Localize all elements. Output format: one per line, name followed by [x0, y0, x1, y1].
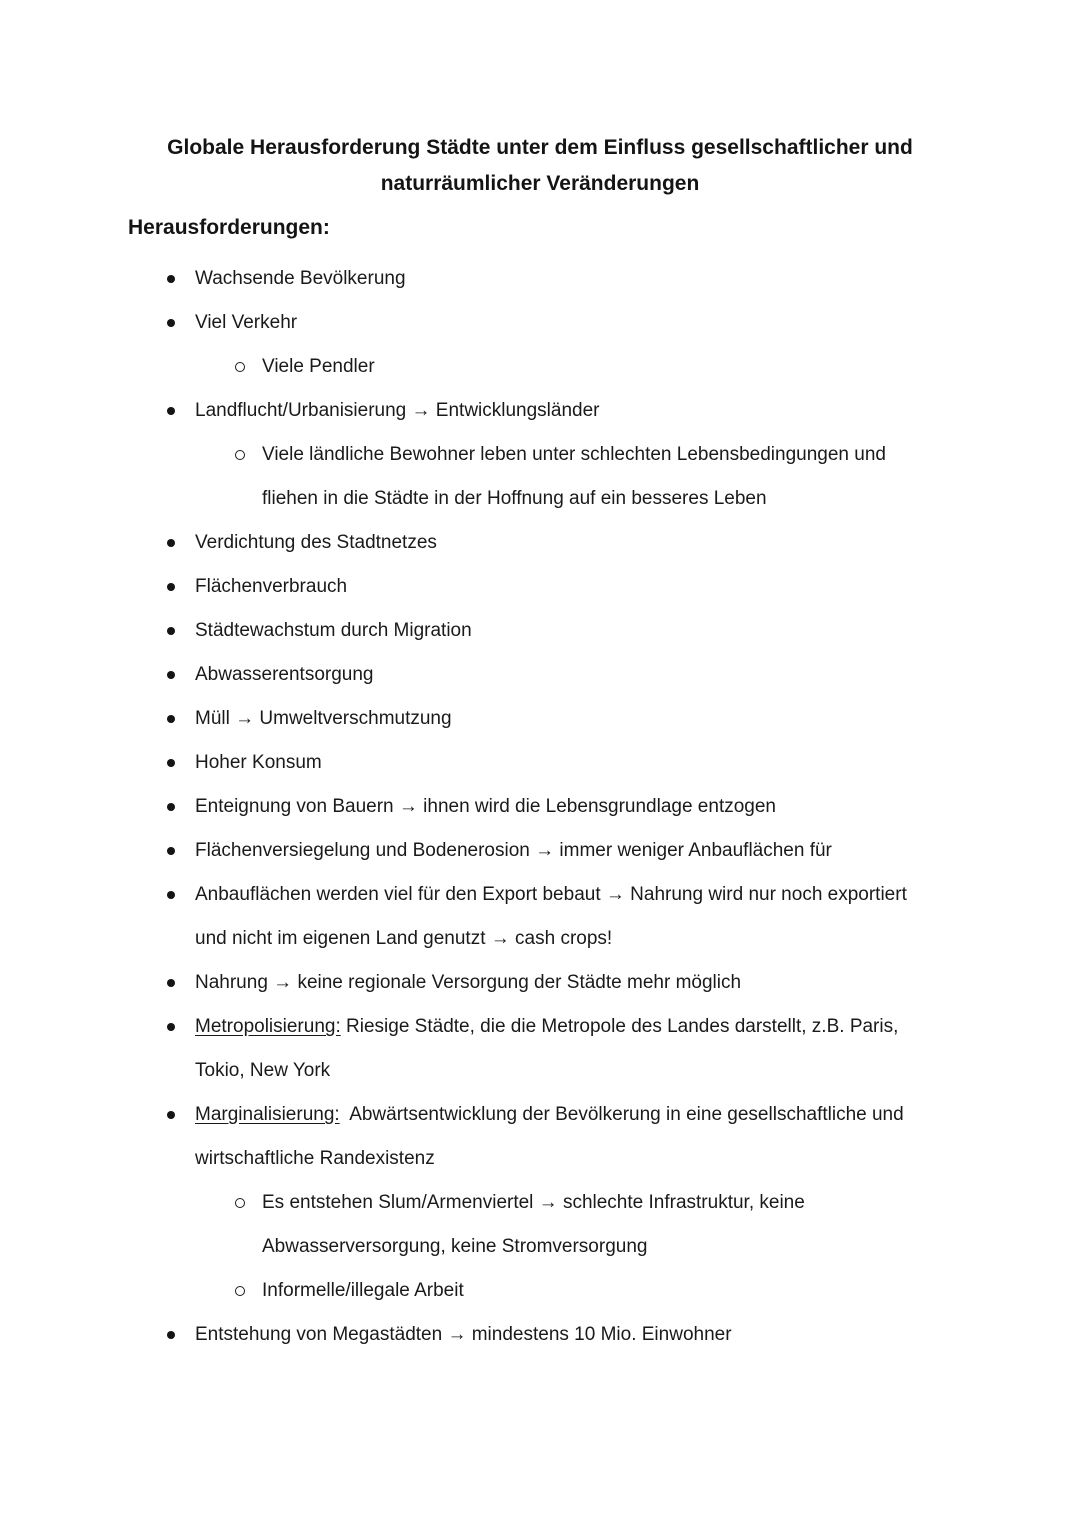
list-item [233, 1269, 940, 1313]
challenges-list [0, 257, 1080, 1357]
list-item-text: Enteignung von Bauern → ihnen wird die Lebensgrundlage entzogen [195, 796, 776, 817]
list-item-text: Viele Pendler [262, 356, 375, 377]
list-item-text: Wachsende Bevölkerung [195, 268, 406, 289]
list-item-text: Viele ländliche Bewohner leben unter schlechten Lebensbedingungen und fliehen in die Städte in der Hoffnung auf ein besseres Leben [262, 444, 892, 509]
list-item [165, 1005, 940, 1093]
bullet-icon [167, 539, 175, 547]
list-item [165, 785, 940, 829]
list-item-text: Flächenversiegelung und Bodenerosion → immer weniger Anbauflächen für [195, 840, 832, 861]
bullet-icon [167, 1023, 175, 1031]
list-item [233, 1181, 940, 1269]
bullet-icon [167, 803, 175, 811]
document-title [145, 130, 935, 202]
list-item-text: Abwasserentsorgung [195, 664, 374, 685]
list-item [165, 741, 940, 785]
bullet-icon [167, 275, 175, 283]
list-item-text: Müll → Umweltverschmutzung [195, 708, 452, 729]
list-item-text: Entstehung von Megastädten → mindestens 10 Mio. Einwohner [195, 1324, 732, 1345]
list-item [165, 961, 940, 1005]
list-item [165, 1313, 940, 1357]
list-item-text: Hoher Konsum [195, 752, 322, 773]
bullet-icon [167, 319, 175, 327]
list-item-text: Metropolisierung: Riesige Städte, die die Metropole des Landes darstellt, z.B. Paris, Tokio, New York [195, 1016, 904, 1081]
list-item [165, 609, 940, 653]
section-heading: Herausforderungen: [128, 216, 330, 239]
list-item [233, 345, 940, 389]
list-item [165, 1093, 940, 1181]
circle-bullet-icon [235, 362, 245, 372]
circle-bullet-icon [235, 1198, 245, 1208]
bullet-icon [167, 671, 175, 679]
bullet-icon [167, 1331, 175, 1339]
list-item [233, 433, 940, 521]
underlined-term: Metropolisierung: [195, 1016, 341, 1037]
list-item [165, 565, 940, 609]
list-item [165, 301, 940, 345]
list-item-text: Städtewachstum durch Migration [195, 620, 472, 641]
list-item-text: Verdichtung des Stadtnetzes [195, 532, 437, 553]
list-item [165, 829, 940, 873]
bullet-icon [167, 583, 175, 591]
list-item [165, 257, 940, 301]
list-item-text: Anbauflächen werden viel für den Export bebaut → Nahrung wird nur noch exportiert und nicht im eigenen Land genutzt → cash crops! [195, 884, 913, 949]
bullet-icon [167, 407, 175, 415]
bullet-icon [167, 979, 175, 987]
bullet-icon [167, 891, 175, 899]
underlined-term: Marginalisierung: [195, 1104, 340, 1125]
circle-bullet-icon [235, 1286, 245, 1296]
list-item-text: Es entstehen Slum/Armenviertel → schlechte Infrastruktur, keine Abwasserversorgung, keine Stromversorgung [262, 1192, 810, 1257]
list-item [165, 697, 940, 741]
list-item-text: Marginalisierung: Abwärtsentwicklung der Bevölkerung in eine gesellschaftliche und wirtschaftliche Randexistenz [195, 1104, 909, 1169]
bullet-icon [167, 847, 175, 855]
bullet-icon [167, 627, 175, 635]
title-line: naturräumlicher Veränderungen [380, 172, 700, 195]
list-item [165, 653, 940, 697]
list-item-text: Informelle/illegale Arbeit [262, 1280, 464, 1301]
bullet-icon [167, 759, 175, 767]
list-item-text: Flächenverbrauch [195, 576, 348, 597]
bullet-icon [167, 1111, 175, 1119]
list-item-text: Landflucht/Urbanisierung → Entwicklungsländer [195, 400, 600, 421]
list-item-text: Nahrung → keine regionale Versorgung der Städte mehr möglich [195, 972, 742, 993]
list-item [165, 521, 940, 565]
bullet-icon [167, 715, 175, 723]
list-item-text: Viel Verkehr [195, 312, 298, 333]
circle-bullet-icon [235, 450, 245, 460]
list-item [165, 873, 940, 961]
list-item [165, 389, 940, 433]
title-line: Globale Herausforderung Städte unter dem Einfluss gesellschaftlicher und [167, 136, 913, 159]
